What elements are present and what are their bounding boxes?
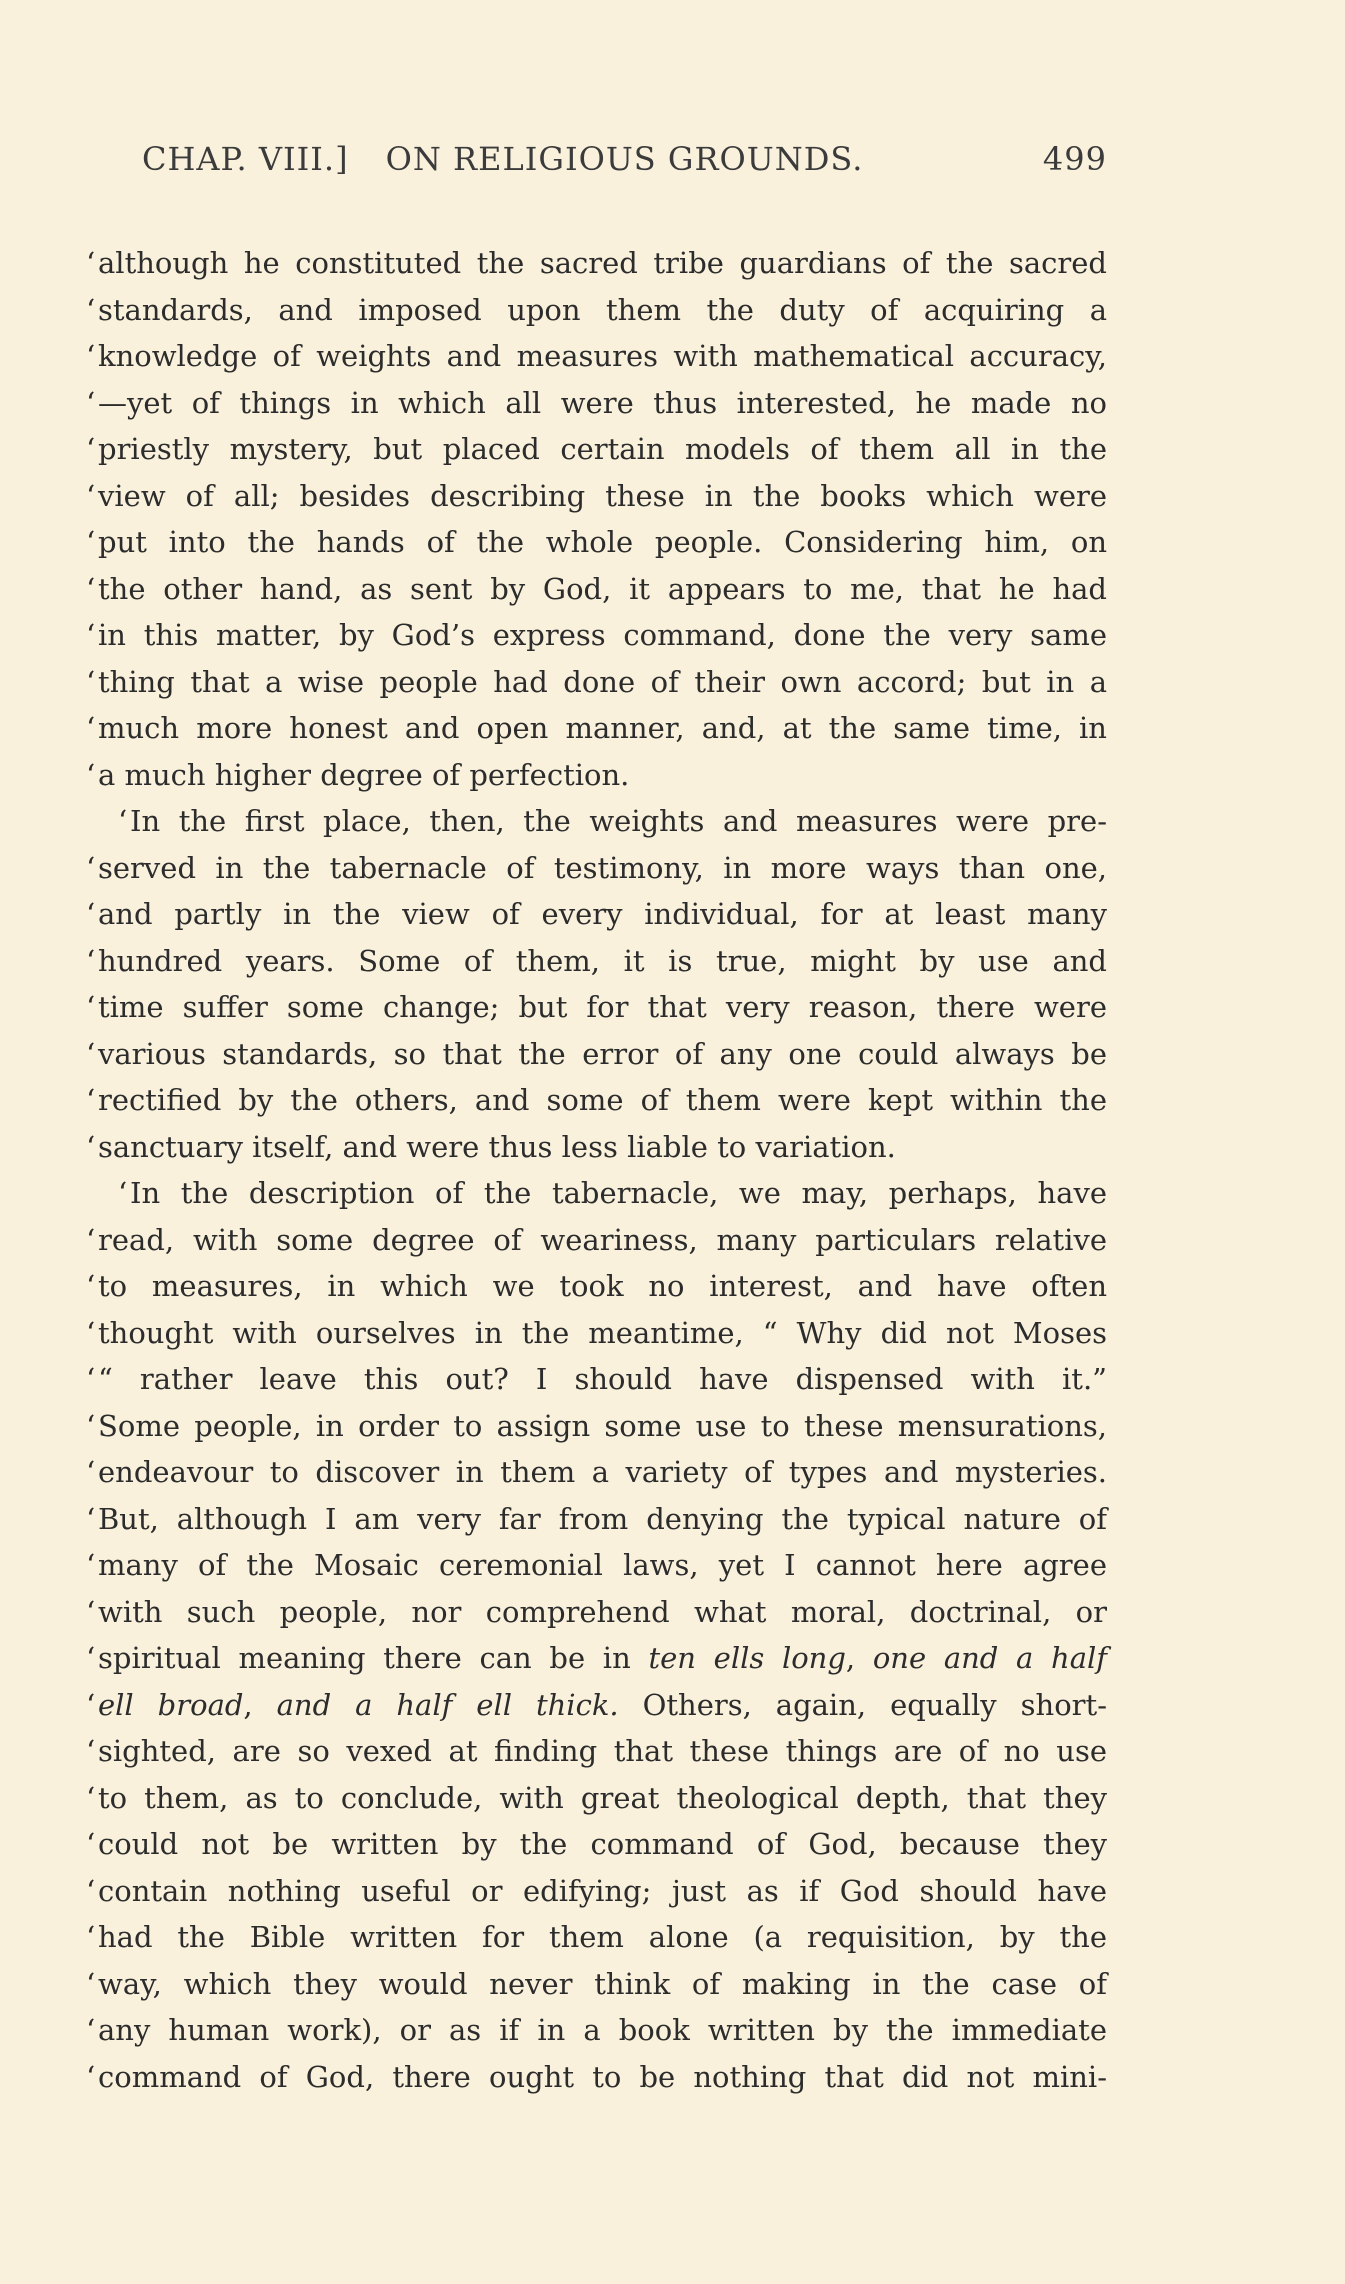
quote-mark: ‘ [86,1408,96,1443]
line-text: contain nothing useful or edifying; just as if God should have [98,1873,1107,1908]
line-text: the other hand, as sent by God, it appears to me, that he had [98,571,1107,606]
text-line [86,1403,1107,1450]
line-text: a much higher degree of perfection. [98,757,630,792]
line-text: Some people, in order to assign some use to these mensurations, [98,1408,1107,1443]
line-text [98,1682,1107,1729]
quote-mark: ‘ [86,850,96,885]
line-text: But, although I am very far from denying the typical nature of [98,1501,1107,1536]
line-text: rectified by the others, and some of them were kept within the [98,1083,1107,1117]
text-line [86,1821,1107,1868]
quote-mark: ‘ [86,1687,96,1722]
line-text: knowledge of weights and measures with mathematical accuracy, [98,339,1107,373]
line-text: much more honest and open manner, and, at the same time, in [98,711,1107,745]
line-text: endeavour to discover in them a variety of types and mysteries. [98,1455,1107,1489]
quote-mark: ‘ [86,2013,96,2047]
line-text: any human work), or as if in a book written by the immediate [98,2013,1107,2047]
quote-mark: ‘ [86,1966,96,2001]
line-text: put into the hands of the whole people. Considering him, on [98,525,1107,559]
text-line [86,1868,1107,1915]
text-line [86,752,1107,799]
line-text: in this matter, by God’s express command, done the very same [98,618,1107,652]
text-line [86,938,1107,985]
page-number: 499 [1042,140,1107,178]
text-line [86,1728,1107,1775]
quote-mark: ‘ [118,804,128,838]
text-line [86,1542,1107,1589]
line-text: to them, as to conclude, with great theological depth, that they [98,1780,1107,1815]
line-text: time suffer some change; but for that very reason, there were [98,990,1107,1024]
quote-mark: ‘ [86,1920,96,1954]
quote-mark: ‘ [86,571,96,606]
italic-phrase: ten ells long [648,1641,846,1675]
line-text: many of the Mosaic ceremonial laws, yet I cannot here agree [98,1548,1107,1582]
page-title: ON RELIGIOUS GROUNDS. [385,140,864,178]
text-line [86,1217,1107,1264]
text-line [86,333,1107,380]
line-text [98,1635,1107,1682]
text-line [86,659,1107,706]
line-text: thought with ourselves in the meantime, “ Why did not Moses [98,1315,1107,1350]
body-text [86,240,1107,2100]
text-line [86,1356,1107,1403]
line-text: and partly in the view of every individual, for at least many [98,897,1107,931]
quote-mark: ‘ [86,478,96,513]
quote-mark: ‘ [86,1827,96,1861]
text-line [86,1170,1107,1217]
line-text: with such people, nor comprehend what moral, doctrinal, or [98,1594,1107,1629]
line-text-segment: spiritual meaning there can be in [98,1641,649,1675]
text-line [86,1031,1107,1078]
text-line [86,1310,1107,1357]
line-text: various standards, so that the error of any one could always be [98,1036,1107,1071]
quote-mark: ‘ [86,1501,96,1536]
line-text: command of God, there ought to be nothing that did not mini- [98,2059,1107,2094]
line-text: “ rather leave this out? I should have dispensed with it.” [98,1362,1107,1396]
line-text-segment: , [243,1687,277,1722]
line-text: could not be written by the command of God, because they [98,1827,1107,1861]
quote-mark: ‘ [86,385,96,420]
line-text: read, with some degree of weariness, many particulars relative [98,1222,1107,1257]
line-text: sighted, are so vexed at finding that these things are of no use [98,1734,1107,1768]
line-text: sanctuary itself, and were thus less liable to variation. [98,1129,896,1164]
quote-mark: ‘ [86,339,96,373]
text-line [86,519,1107,566]
text-line [86,1961,1107,2008]
line-text: way, which they would never think of making in the case of [98,1966,1107,2001]
quote-mark: ‘ [86,525,96,559]
chapter-label: CHAP. VIII.] [142,140,349,178]
quote-mark: ‘ [86,1129,96,1164]
quote-mark: ‘ [86,246,96,280]
text-line [86,798,1107,845]
quote-mark: ‘ [86,664,96,699]
line-text: thing that a wise people had done of their own accord; but in a [98,664,1107,699]
text-line [86,1263,1107,1310]
text-line [86,380,1107,427]
quote-mark: ‘ [86,1780,96,1815]
quote-mark: ‘ [86,292,96,327]
text-line [86,845,1107,892]
quote-mark: ‘ [86,757,96,792]
text-line [86,473,1107,520]
italic-phrase: and a half ell thick. [276,1687,619,1722]
quote-mark: ‘ [86,1548,96,1582]
text-line [86,2054,1107,2101]
text-line [86,1077,1107,1124]
line-text: In the first place, then, the weights and measures were pre- [130,804,1107,838]
line-text: to measures, in which we took no interest, and have often [98,1269,1107,1303]
text-line [86,1496,1107,1543]
italic-phrase: ell broad [98,1687,244,1722]
line-text-segment: Others, again, equally short- [618,1687,1107,1722]
line-text: view of all; besides describing these in the books which were [98,478,1107,513]
text-line [86,240,1107,287]
text-line [86,984,1107,1031]
text-line [86,612,1107,659]
text-line [86,705,1107,752]
quote-mark: ‘ [86,2059,96,2094]
quote-mark: ‘ [86,1455,96,1489]
quote-mark: ‘ [86,990,96,1024]
quote-mark: ‘ [86,1315,96,1350]
quote-mark: ‘ [86,1362,96,1396]
italic-phrase: one and a half [872,1641,1108,1675]
quote-mark: ‘ [86,1734,96,1768]
line-text: served in the tabernacle of testimony, in more ways than one, [98,850,1107,885]
quote-mark: ‘ [86,897,96,931]
quote-mark: ‘ [86,1036,96,1071]
text-line [86,426,1107,473]
text-line [86,1635,1107,1682]
text-line [86,2007,1107,2054]
line-text: although he constituted the sacred tribe guardians of the sacred [98,246,1107,280]
line-text: priestly mystery, but placed certain models of them all in the [98,432,1107,466]
quote-mark: ‘ [86,618,96,652]
text-line [86,1914,1107,1961]
quote-mark: ‘ [86,711,96,745]
line-text-segment: , [845,1641,873,1675]
quote-mark: ‘ [86,943,96,978]
quote-mark: ‘ [86,1269,96,1303]
quote-mark: ‘ [86,1083,96,1117]
line-text: had the Bible written for them alone (a requisition, by the [98,1920,1107,1954]
quote-mark: ‘ [118,1176,128,1210]
running-header [142,140,1107,190]
line-text: hundred years. Some of them, it is true, might by use and [98,943,1107,978]
text-line [86,1775,1107,1822]
line-text: In the description of the tabernacle, we may, perhaps, have [130,1176,1107,1210]
line-text: standards, and imposed upon them the duty of acquiring a [98,292,1107,327]
text-line [86,1682,1107,1729]
quote-mark: ‘ [86,1594,96,1629]
quote-mark: ‘ [86,1222,96,1257]
text-line [86,1589,1107,1636]
text-line [86,566,1107,613]
text-line [86,891,1107,938]
line-text: —yet of things in which all were thus interested, he made no [98,385,1107,420]
quote-mark: ‘ [86,1641,96,1675]
text-line [86,1124,1107,1171]
text-line [86,287,1107,334]
quote-mark: ‘ [86,432,96,466]
text-line [86,1449,1107,1496]
quote-mark: ‘ [86,1873,96,1908]
